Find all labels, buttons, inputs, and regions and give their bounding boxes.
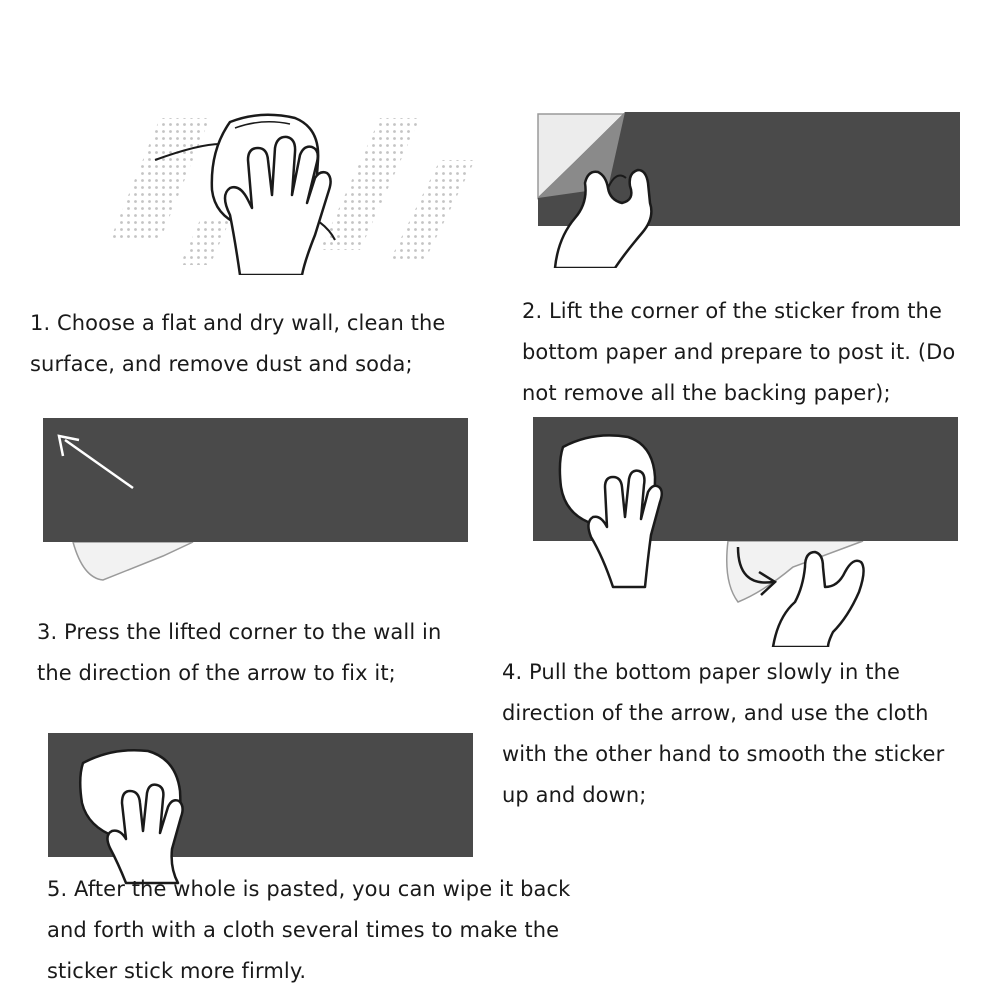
step-5-text: 5. After the whole is pasted, you can wipe it back and forth with a cloth several times to make the sticker stick more firmly. [47, 877, 571, 983]
sticker-body [43, 418, 468, 542]
step-1-illustration [90, 100, 480, 275]
step-4-text: 4. Pull the bottom paper slowly in the direction of the arrow, and use the cloth with the other hand to smooth the sticker up and down; [502, 660, 945, 807]
step-3-illustration [43, 418, 468, 588]
step-1-text: 1. Choose a flat and dry wall, clean the surface, and remove dust and soda; [30, 311, 446, 376]
step-3-text: 3. Press the lifted corner to the wall in the direction of the arrow to fix it; [37, 620, 442, 685]
step-2-text: 2. Lift the corner of the sticker from the bottom paper and prepare to post it. (Do not remove all the backing paper); [522, 299, 956, 405]
step-4-illustration [533, 417, 958, 647]
step-2-illustration [530, 108, 965, 268]
